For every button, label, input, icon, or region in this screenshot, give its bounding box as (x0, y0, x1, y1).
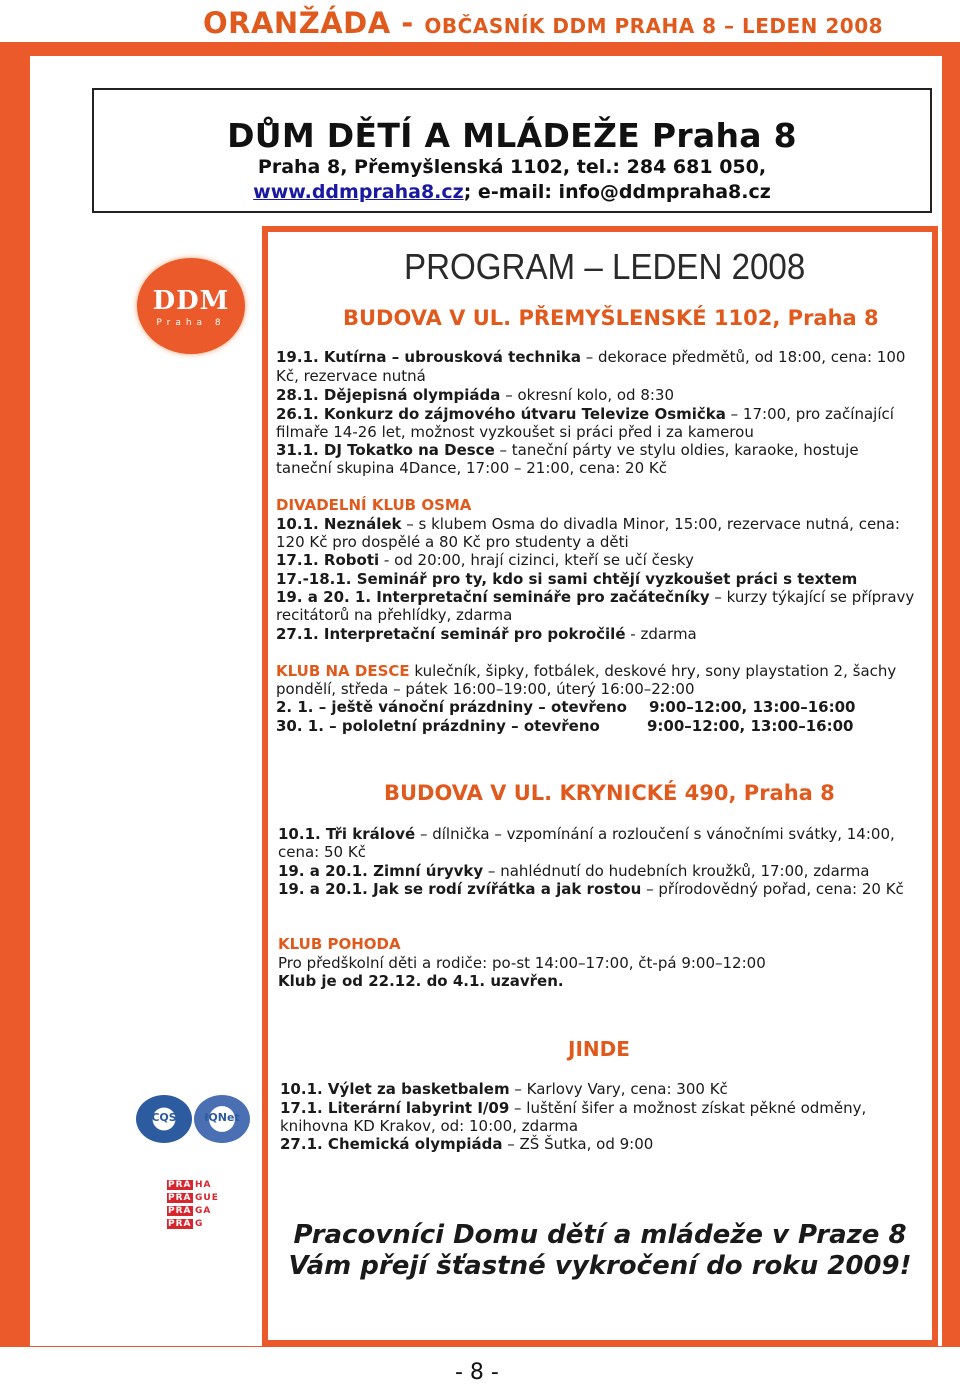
praha-logo: PRA HA PRA GUE PRA GA PRA G (165, 1178, 221, 1230)
list-item-cont: recitátorů na přehlídky, zdarma (276, 606, 513, 624)
building1-heading: BUDOVA V UL. PŘEMYŠLENSKÉ 1102, Praha 8 (343, 306, 879, 330)
page-number: - 8 - (455, 1360, 499, 1385)
klub-desce-hours: pondělí, středa – pátek 16:00–19:00, úterý 16:00–22:00 (276, 680, 695, 698)
klub-desce-line1: 2. 1. – ještě vánoční prázdniny – otevřeno (276, 698, 627, 716)
list-item: 10.1. Tři králové – dílnička – vzpomínání a rozloučení s vánočními svátky, 14:00, (278, 825, 895, 843)
pohoda-heading: KLUB POHODA (278, 935, 401, 953)
list-item-cont: taneční skupina 4Dance, 17:00 – 21:00, cena: 20 Kč (276, 459, 667, 477)
list-item: 17.1. Literární labyrint I/09 – luštění šifer a možnost získat pěkné odměny, (280, 1099, 867, 1117)
jinde-heading: JINDE (568, 1037, 630, 1061)
greeting-line-2: Vám přejí šťastné vykročení do roku 2009! (288, 1251, 912, 1281)
pohoda-closed: Klub je od 22.12. do 4.1. uzavřen. (278, 972, 564, 990)
list-item: 10.1. Výlet za basketbalem – Karlovy Vary, cena: 300 Kč (280, 1080, 728, 1098)
klub-desce-time2: 9:00–12:00, 13:00–16:00 (647, 717, 854, 735)
list-item: 27.1. Chemická olympiáda – ZŠ Šutka, od 9:00 (280, 1135, 654, 1153)
iqnet-certificate-logo: IQNet (194, 1095, 250, 1143)
list-item: 10.1. Neználek – s klubem Osma do divadla Minor, 15:00, rezervace nutná, cena: (276, 515, 900, 533)
divadelni-heading: DIVADELNÍ KLUB OSMA (276, 496, 472, 514)
publication-subtitle: OBČASNÍK DDM PRAHA 8 – LEDEN 2008 (424, 14, 884, 38)
publication-header: ORANŽÁDA - OBČASNÍK DDM PRAHA 8 – LEDEN 2008 (203, 6, 884, 40)
address-line: Praha 8, Přemyšlenská 1102, tel.: 284 681 050, (257, 156, 767, 178)
contact-line: www.ddmpraha8.cz; e-mail: info@ddmpraha8.cz (253, 181, 771, 203)
list-item-cont: cena: 50 Kč (278, 843, 366, 861)
list-item: 19. a 20. 1. Interpretační semináře pro začátečníky – kurzy týkající se přípravy (276, 588, 915, 606)
list-item: 17.1. Roboti - od 20:00, hrají cizinci, kteří se učí česky (276, 551, 694, 569)
building2-heading: BUDOVA V UL. KRYNICKÉ 490, Praha 8 (384, 781, 835, 805)
list-item: 19. a 20.1. Zimní úryvky – nahlédnutí do hudebních kroužků, 17:00, zdarma (278, 862, 870, 880)
list-item-cont: 120 Kč pro dospělé a 80 Kč pro studenty a děti (276, 533, 629, 551)
greeting-line-1: Pracovníci Domu dětí a mládeže v Praze 8 (293, 1220, 907, 1250)
klub-desce-time1: 9:00–12:00, 13:00–16:00 (649, 698, 856, 716)
list-item: 17.-18.1. Seminář pro ty, kdo si sami chtějí vyzkoušet práci s textem (276, 570, 858, 588)
pohoda-line: Pro předškolní děti a rodiče: po-st 14:00–17:00, čt-pá 9:00–12:00 (278, 954, 766, 972)
list-item-cont: knihovna KD Krakov, od: 10:00, zdarma (280, 1117, 579, 1135)
address-box (92, 88, 932, 213)
list-item: 26.1. Konkurz do zájmového útvaru Televize Osmička – 17:00, pro začínající (276, 405, 894, 423)
list-item: 19.1. Kutírna – ubrousková technika – dekorace předmětů, od 18:00, cena: 100 (276, 348, 906, 366)
list-item-cont: Kč, rezervace nutná (276, 367, 426, 385)
list-item: 31.1. DJ Tokatko na Desce – taneční párty ve stylu oldies, karaoke, hostuje (276, 441, 859, 459)
ddm-logo: DDM Praha 8 (137, 258, 245, 354)
institution-title: DŮM DĚTÍ A MLÁDEŽE Praha 8 (227, 116, 797, 155)
list-item-cont: filmaře 14-26 let, možnost vyzkoušet si práci před i za kamerou (276, 423, 754, 441)
publication-title: ORANŽÁDA (203, 6, 391, 40)
website-link[interactable]: www.ddmpraha8.cz (253, 181, 464, 203)
klub-desce-desc: KLUB NA DESCE kulečník, šipky, fotbálek, deskové hry, sony playstation 2, šachy (276, 662, 897, 680)
list-item: 28.1. Dějepisná olympiáda – okresní kolo, od 8:30 (276, 386, 675, 404)
list-item: 19. a 20.1. Jak se rodí zvířátka a jak rostou – přírodovědný pořad, cena: 20 Kč (278, 880, 904, 898)
klub-desce-line2: 30. 1. – pololetní prázdniny – otevřeno (276, 717, 600, 735)
program-title: PROGRAM – LEDEN 2008 (404, 246, 806, 287)
list-item: 27.1. Interpretační seminář pro pokročilé - zdarma (276, 625, 697, 643)
cqs-certificate-logo: CQS (136, 1095, 192, 1143)
